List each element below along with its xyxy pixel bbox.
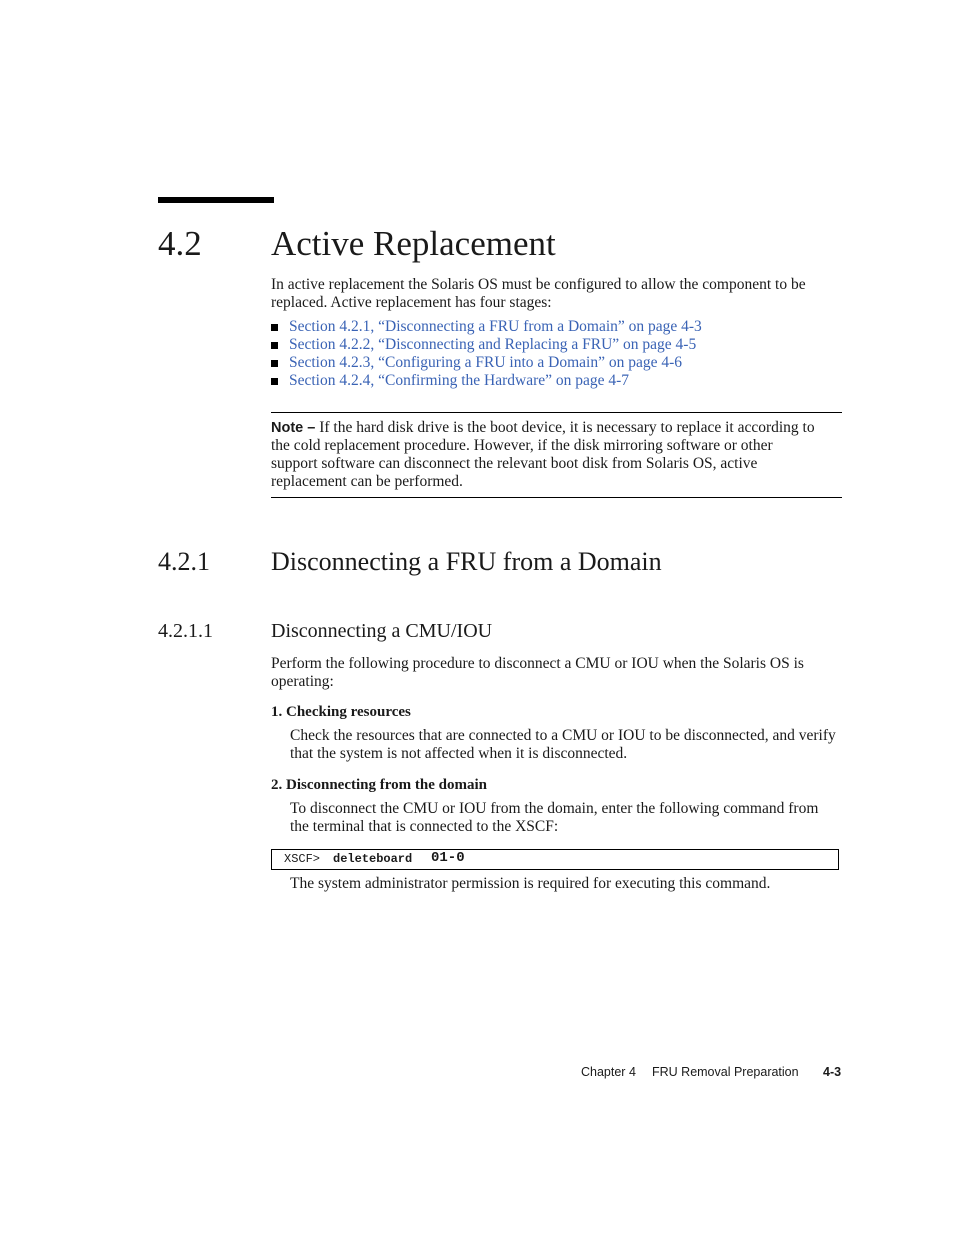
after-code-text: The system administrator permission is required for executing this command. (290, 875, 771, 892)
step-1-title: 1. Checking resources (271, 704, 411, 720)
section-top-rule (158, 197, 274, 203)
subsubsection-intro: Perform the following procedure to disconnect a CMU or IOU when the Solaris OS is operating: (271, 655, 804, 690)
bullet-square-icon (271, 378, 278, 385)
step-2-title: 2. Disconnecting from the domain (271, 777, 487, 793)
subsection-number: 4.2.1 (158, 547, 210, 576)
list-item (271, 372, 702, 390)
section-intro: In active replacement the Solaris OS must be configured to allow the component to be replaced. Active replacement has four stages: (271, 276, 806, 311)
section-title: Active Replacement (271, 224, 556, 263)
step-1-body: Check the resources that are connected to a CMU or IOU to be disconnected, and verify that the system is not affected when it is disconnected. (290, 727, 836, 762)
bullet-square-icon (271, 324, 278, 331)
link-section-4-2-3[interactable]: Section 4.2.3, “Configuring a FRU into a Domain” on page 4-6 (289, 354, 683, 371)
footer-page-number: 4-3 (823, 1065, 842, 1079)
bullet-square-icon (271, 342, 278, 349)
code-argument: 01-0 (431, 850, 465, 866)
note-body: If the hard disk drive is the boot device, it is necessary to replace it according to the cold replacement procedure. However, if the disk mirroring software or other support software can disconnect the relevant boot disk from Solaris OS, active replacement can be performed. (271, 419, 815, 490)
note-box (271, 412, 842, 498)
footer-chapter: Chapter 4 (581, 1065, 636, 1079)
note-text (271, 419, 816, 491)
list-item (271, 354, 702, 372)
footer-chapter-title: FRU Removal Preparation (652, 1065, 799, 1079)
bullet-square-icon (271, 360, 278, 367)
stage-list (271, 318, 702, 390)
link-section-4-2-2[interactable]: Section 4.2.2, “Disconnecting and Replacing a FRU” on page 4-5 (289, 336, 697, 353)
link-section-4-2-4[interactable]: Section 4.2.4, “Confirming the Hardware” on page 4-7 (289, 372, 630, 389)
list-item (271, 318, 702, 336)
link-section-4-2-1[interactable]: Section 4.2.1, “Disconnecting a FRU from a Domain” on page 4-3 (289, 318, 702, 335)
section-number: 4.2 (158, 224, 202, 263)
subsubsection-title: Disconnecting a CMU/IOU (271, 620, 493, 642)
note-label: Note – (271, 420, 316, 436)
code-block (271, 849, 839, 870)
list-item (271, 336, 702, 354)
step-2-body: To disconnect the CMU or IOU from the domain, enter the following command from the terminal that is connected to the XSCF: (290, 800, 819, 835)
subsubsection-number: 4.2.1.1 (158, 620, 213, 642)
code-prompt: XSCF> (284, 852, 321, 866)
code-command: deleteboard (333, 852, 413, 866)
subsection-title: Disconnecting a FRU from a Domain (271, 547, 662, 576)
